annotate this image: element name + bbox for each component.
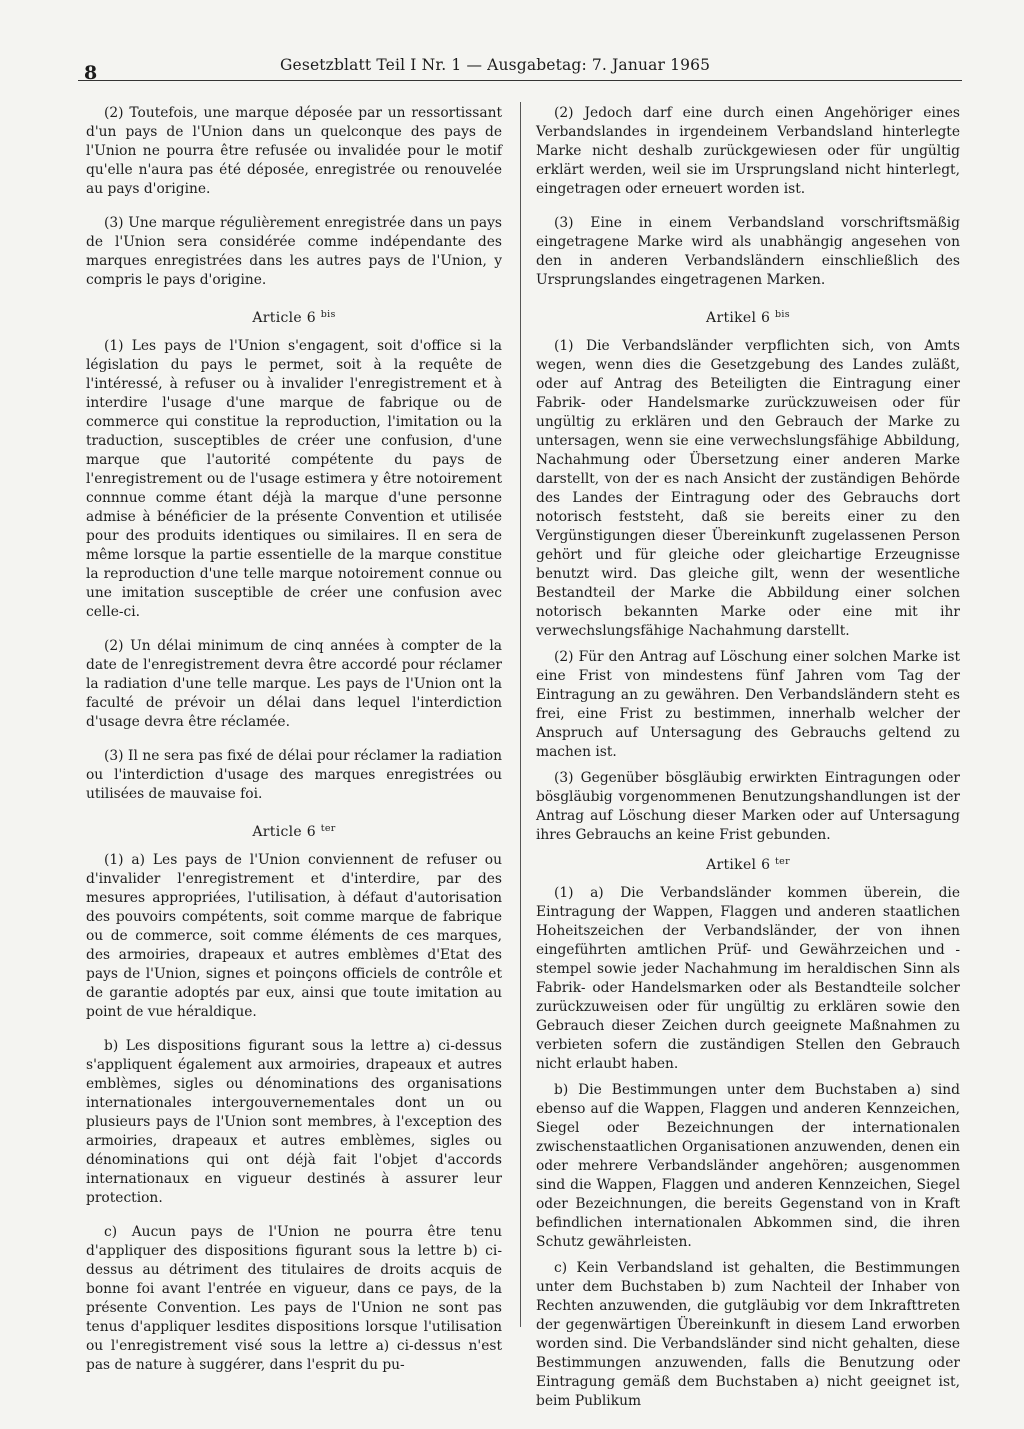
running-header: Gesetzblatt Teil I Nr. 1 — Ausgabetag: 7. Januar 1965 (280, 56, 711, 74)
article-heading-suffix: ter (775, 856, 790, 867)
paragraph: c) Kein Verbandsland ist gehalten, die Bestimmungen unter dem Buchstaben b) zum Nachteil der Inhaber von Rechten anzuwenden, die gutgläubig vor dem Inkrafttreten der gegenwärtigen Übereinkunft in diesem Land erworben worden sind. Die Verbandsländer sind nicht gehalten, diese Bestimmungen anzuwenden, falls die Benutzung oder Eintragung gemäß dem Buchstaben a) nicht geeignet ist, beim Publikum (536, 1260, 960, 1409)
article-heading-suffix: bis (775, 309, 790, 320)
paragraph: (3) Il ne sera pas fixé de délai pour réclamer la radiation ou l'interdiction d'usage des marques enregistrées ou utilisées de mauvaise foi. (86, 748, 502, 802)
paragraph: (3) Gegenüber bösgläubig erwirkten Eintragungen oder bösgläubig vorgenommenen Benutzungshandlungen ist der Antrag auf Löschung dieser Marken oder auf Untersagung ihres Gebrauchs an keine Frist gebunden. (536, 770, 960, 843)
paragraph: (1) Die Verbandsländer verpflichten sich, von Amts wegen, wenn dies die Gesetzgebung des Landes zuläßt, oder auf Antrag des Beteiligten die Eintragung einer Fabrik- oder Handelsmarke zurückzuweisen oder für ungültig zu erklären und den Gebrauch der Marke zu untersagen, wenn sie eine verwechslungsfähige Abbildung, Nachahmung oder Übersetzung einer anderen Marke darstellt, von der es nach Ansicht der zuständigen Behörde des Landes der Eintragung oder des Gebrauchs dort notorisch feststeht, daß sie bereits einer zu den Vergünstigungen dieser Übereinkunft zugelassenen Person gehört und für gleiche oder gleichartige Erzeugnisse benutzt wird. Das gleiche gilt, wenn der wesentliche Bestandteil der Marke die Abbildung einer solchen notorisch bekannten Marke oder eine mit ihr verwechslungsfähige Nachahmung darstellt. (536, 338, 960, 639)
page-number: 8 (84, 62, 98, 84)
article-heading-suffix: bis (320, 309, 336, 320)
paragraph: (2) Toutefois, une marque déposée par un ressortissant d'un pays de l'Union dans un quelconque des pays de l'Union ne pourra être refusée ou invalidée pour le motif qu'elle n'aura pas été déposée, enregistrée ou renouvelée au pays d'origine. (86, 105, 502, 197)
article-heading-text: Artikel 6 (706, 857, 771, 873)
left-column-french (86, 104, 502, 1390)
article-heading-text: Artikel 6 (706, 310, 771, 326)
right-column-german (536, 104, 960, 1426)
article-heading-text: Article 6 (252, 824, 316, 840)
column-divider (520, 102, 521, 1327)
header-rule (78, 80, 962, 81)
article-heading (86, 305, 502, 328)
paragraph: (3) Une marque régulièrement enregistrée dans un pays de l'Union sera considérée comme indépendante des marques enregistrées dans les autres pays de l'Union, y compris le pays d'origine. (86, 215, 502, 288)
paragraph: b) Die Bestimmungen unter dem Buchstaben a) sind ebenso auf die Wappen, Flaggen und anderen Kennzeichen, Siegel oder Bezeichnungen der internationalen zwischenstaatlichen Organisationen anzuwenden, denen ein oder mehrere Verbandsländer angehören; ausgenommen sind die Wappen, Flaggen und anderen Kennzeichen, Siegel oder Bezeichnungen, die bereits Gegenstand von in Kraft befindlichen internationalen Abkommen sind, die ihren Schutz gewährleisten. (536, 1082, 960, 1250)
paragraph: (1) a) Die Verbandsländer kommen überein, die Eintragung der Wappen, Flaggen und anderen staatlichen Hoheitszeichen der Verbandsländer, der von ihnen eingeführten amtlichen Prüf- und Gewährzeichen und -stempel sowie jeder Nachahmung im heraldischen Sinn als Fabrik- oder Handelsmarken oder als Bestandteile solcher zurückzuweisen oder für ungültig zu erklären sowie den Gebrauch dieser Zeichen durch geeignete Maßnahmen zu verbieten sofern die zuständigen Stellen den Gebrauch nicht erlaubt haben. (536, 885, 960, 1072)
paragraph: (1) Les pays de l'Union s'engagent, soit d'office si la législation du pays le permet, soit à la requête de l'intéressé, à refuser ou à invalider l'enregistrement et à interdire l'usage d'une marque de fabrique ou de commerce qui constitue la reproduction, l'imitation ou la traduction, susceptibles de créer une confusion, d'une marque que l'autorité compétente du pays de l'enregistrement ou de l'usage estimera y être notoirement connnue comme étant déjà la marque d'une personne admise à bénéficier de la présente Convention et utilisée pour des produits identiques ou similaires. Il en sera de même lorsque la partie essentielle de la marque constitue la reproduction d'une telle marque notoirement connue ou une imitation susceptible de créer une confusion avec celle-ci. (86, 338, 502, 620)
paragraph: (2) Un délai minimum de cinq années à compter de la date de l'enregistrement devra être accordé pour réclamer la radiation d'une telle marque. Les pays de l'Union ont la faculté de prévoir un délai dans lequel l'interdiction d'usage devra être réclamée. (86, 638, 502, 730)
article-heading (86, 819, 502, 842)
paragraph: c) Aucun pays de l'Union ne pourra être tenu d'appliquer des dispositions figurant sous la lettre b) ci-dessus au détriment des titulaires de droits acquis de bonne foi avant l'entrée en vigueur, dans ce pays, de la présente Convention. Les pays de l'Union ne sont pas tenus d'appliquer lesdites dispositions lorsque l'utilisation ou l'enregistrement visé sous la lettre a) ci-dessus n'est pas de nature à suggérer, dans l'esprit du pu- (86, 1224, 502, 1373)
paragraph: (1) a) Les pays de l'Union conviennent de refuser ou d'invalider l'enregistrement et d'interdire, par des mesures appropriées, l'utilisation, à défaut d'autorisation des pouvoirs compétents, soit comme marque de fabrique ou de commerce, soit comme éléments de ces marques, des armoiries, drapeaux et autres emblèmes d'Etat des pays de l'Union, signes et poinçons officiels de contrôle et de garantie adoptés par eux, ainsi que toute imitation au point de vue héraldique. (86, 852, 502, 1020)
article-heading-suffix: ter (320, 823, 336, 834)
paragraph: b) Les dispositions figurant sous la lettre a) ci-dessus s'appliquent également aux armoiries, drapeaux et autres emblèmes, sigles ou dénominations des organisations internationales intergouvernementales dont un ou plusieurs pays de l'Union sont membres, à l'exception des armoiries, drapeaux et autres emblèmes, sigles ou dénominations qui ont déjà fait l'objet d'accords internationaux en vigueur destinés à assurer leur protection. (86, 1038, 502, 1206)
paragraph: (2) Jedoch darf eine durch einen Angehöriger eines Verbandslandes in irgendeinem Verbandsland hinterlegte Marke nicht deshalb zurückgewiesen oder für ungültig erklärt werden, weil sie im Ursprungsland nicht hinterlegt, eingetragen oder erneuert worden ist. (536, 105, 960, 197)
paragraph: (3) Eine in einem Verbandsland vorschriftsmäßig eingetragene Marke wird als unabhängig angesehen von den in anderen Verbandsländern einschließlich des Ursprungslandes eingetragenen Marken. (536, 215, 960, 288)
article-heading (536, 852, 960, 875)
article-heading-text: Article 6 (252, 310, 316, 326)
article-heading (536, 305, 960, 328)
paragraph: (2) Für den Antrag auf Löschung einer solchen Marke ist eine Frist von mindestens fünf Jahren vom Tag der Eintragung an zu gewähren. Den Verbandsländern steht es frei, eine Frist zu bestimmen, innerhalb welcher der Anspruch auf Untersagung des Gebrauchs geltend zu machen ist. (536, 649, 960, 760)
